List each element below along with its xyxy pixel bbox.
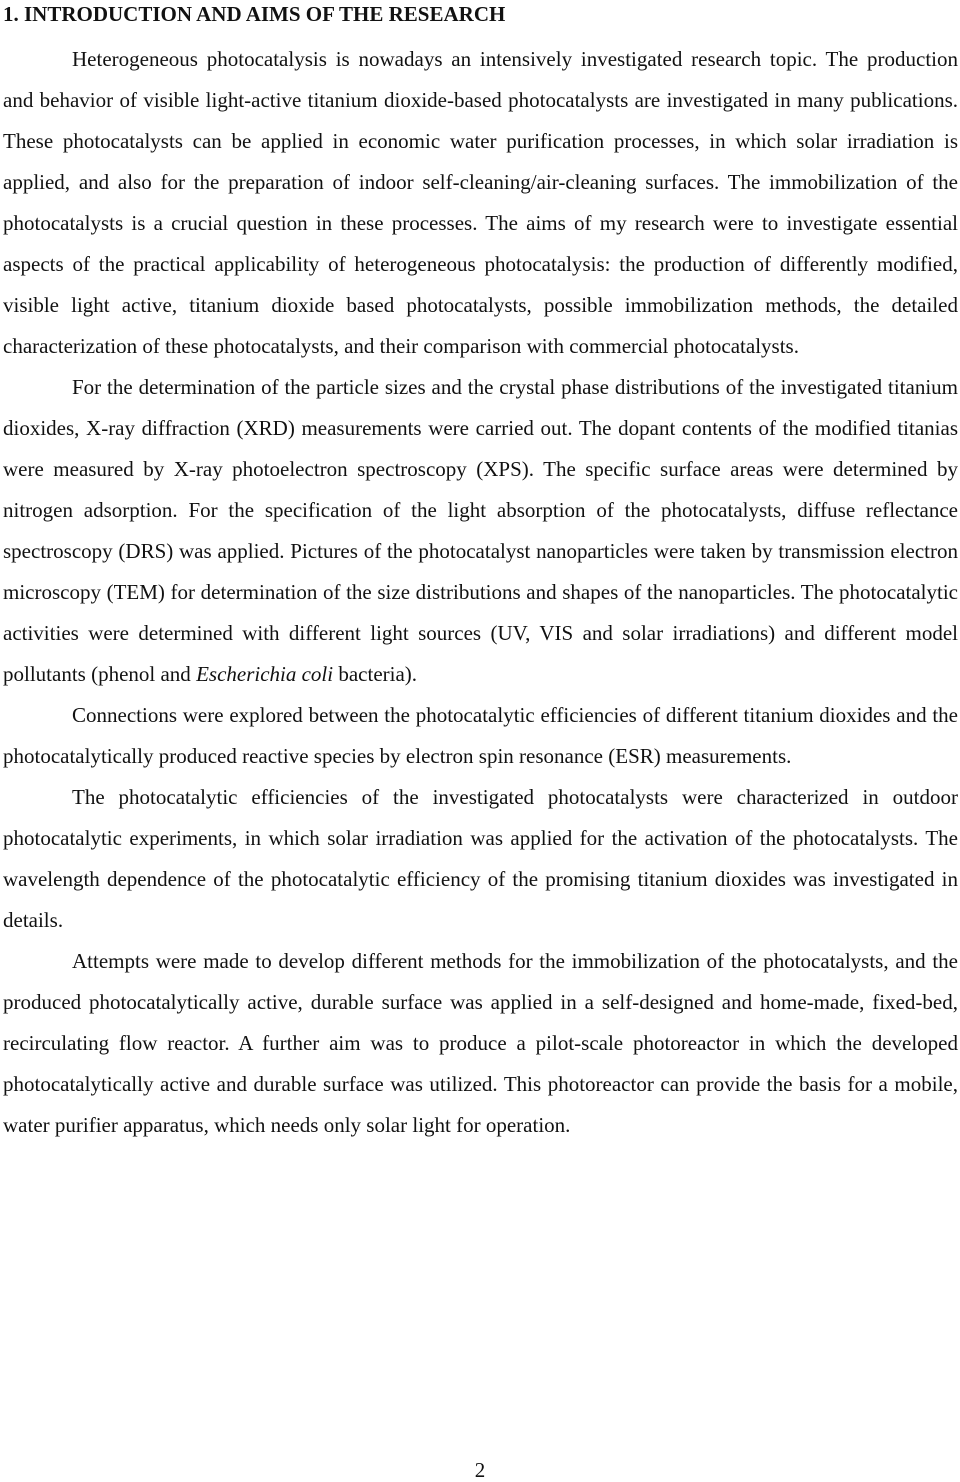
paragraph-methods-text-2: bacteria). (333, 662, 418, 686)
paragraph-esr: Connections were explored between the photocatalytic efficiencies of different titanium dioxides and the photocatalytically produced reactive species by electron spin resonance (ESR) measurements. (3, 703, 958, 768)
paragraph-immobilization: Attempts were made to develop different methods for the immobilization of the photocatalysts, and the produced photocatalytically active, durable surface was applied in a self-designed and home-made, fixed-bed, recirculating flow reactor. A further aim was to produce a pilot-scale photoreactor in which the developed photocatalytically active and durable surface was utilized. This photoreactor can provide the basis for a mobile, water purifier apparatus, which needs only solar light for operation. (3, 949, 958, 1137)
document-page (3, 0, 958, 1146)
paragraph-methods (3, 367, 958, 695)
section-heading: 1. INTRODUCTION AND AIMS OF THE RESEARCH (3, 2, 506, 26)
paragraph-methods-italic-term: Escherichia coli (196, 662, 334, 686)
page-number: 2 (474, 1458, 486, 1482)
paragraph-methods-text-1: For the determination of the particle sizes and the crystal phase distributions of the investigated titanium dioxides, X-ray diffraction (XRD) measurements were carried out. The dopant contents of the modified titanias were measured by X-ray photoelectron spectroscopy (XPS). The specific surface areas were determined by nitrogen adsorption. For the specification of the light absorption of the photocatalysts, diffuse reflectance spectroscopy (DRS) was applied. Pictures of the photocatalyst nanoparticles were taken by transmission electron microscopy (TEM) for determination of the size distributions and shapes of the nanoparticles. The photocatalytic activities were determined with different light sources (UV, VIS and solar irradiations) and different model pollutants (phenol and (3, 375, 958, 686)
paragraph-outdoor: The photocatalytic efficiencies of the investigated photocatalysts were characterized in outdoor photocatalytic experiments, in which solar irradiation was applied for the activation of the photocatalysts. The wavelength dependence of the photocatalytic efficiency of the promising titanium dioxides was investigated in details. (3, 785, 958, 932)
paragraph-intro: Heterogeneous photocatalysis is nowadays an intensively investigated research topic. The production and behavior of visible light-active titanium dioxide-based photocatalysts are investigated in many publications. These photocatalysts can be applied in economic water purification processes, in which solar irradiation is applied, and also for the preparation of indoor self-cleaning/air-cleaning surfaces. The immobilization of the photocatalysts is a crucial question in these processes. The aims of my research were to investigate essential aspects of the practical applicability of heterogeneous photocatalysis: the production of differently modified, visible light active, titanium dioxide based photocatalysts, possible immobilization methods, the detailed characterization of these photocatalysts, and their comparison with commercial photocatalysts. (3, 47, 958, 358)
